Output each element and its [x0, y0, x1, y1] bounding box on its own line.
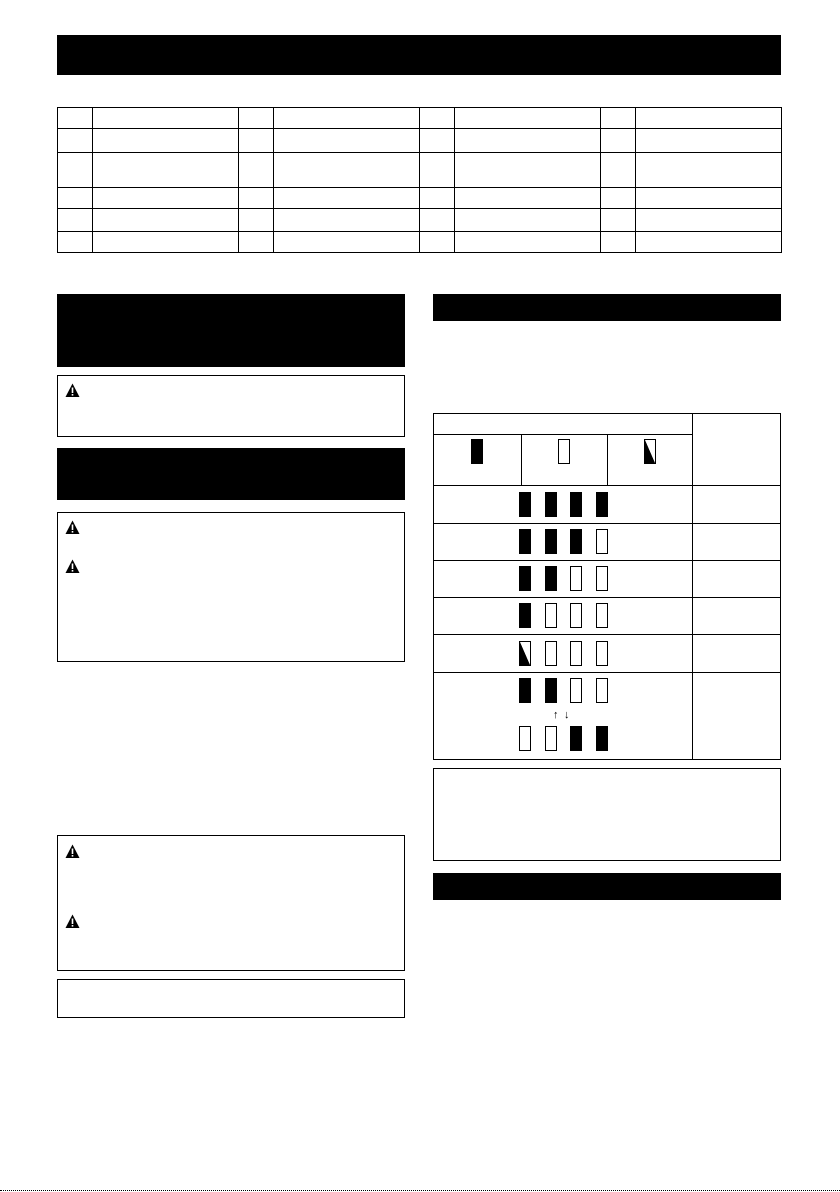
- table-cell: [93, 188, 239, 209]
- table-cell: [636, 232, 782, 253]
- indicator-lamp: [596, 603, 608, 628]
- indicator-lamp: [596, 678, 608, 703]
- table-cell: [420, 232, 455, 253]
- parts-table: [57, 107, 782, 253]
- table-cell: [274, 129, 420, 153]
- body-text: [57, 672, 405, 822]
- table-cell: [58, 153, 93, 188]
- indicator-lamp: [519, 492, 531, 517]
- table-cell: [58, 108, 93, 129]
- table-cell: [601, 209, 636, 232]
- header-bar: [57, 35, 781, 75]
- arrow-down-icon: ↓: [564, 709, 570, 721]
- table-cell: [93, 108, 239, 129]
- table-cell: [239, 232, 274, 253]
- table-row: [58, 153, 782, 188]
- table-row: [58, 129, 782, 153]
- legend-lamp-on: [471, 439, 483, 464]
- table-cell: [420, 209, 455, 232]
- table-cell: [601, 129, 636, 153]
- table-cell: [239, 153, 274, 188]
- table-cell: [420, 153, 455, 188]
- table-cell: [601, 188, 636, 209]
- indicator-lamp: [519, 641, 531, 666]
- indicator-lamp: [596, 566, 608, 591]
- table-cell: [420, 188, 455, 209]
- table-cell: [420, 108, 455, 129]
- table-cell: [455, 209, 601, 232]
- indicator-lamp: [545, 566, 557, 591]
- table-cell: [239, 209, 274, 232]
- table-cell: [274, 108, 420, 129]
- table-cell: [601, 108, 636, 129]
- indicator-lamp: [570, 492, 582, 517]
- intro-text: [433, 330, 781, 405]
- table-cell: [636, 209, 782, 232]
- table-cell: [274, 153, 420, 188]
- note-box-right: [433, 768, 781, 861]
- warning-box-3: [57, 835, 405, 971]
- indicator-lamp: [519, 566, 531, 591]
- warning-box-2: [57, 512, 405, 662]
- table-cell: [601, 153, 636, 188]
- table-cell: [93, 209, 239, 232]
- indicator-lamp: [545, 726, 557, 751]
- indicator-lamp: [570, 726, 582, 751]
- table-cell: [239, 108, 274, 129]
- arrow-up-icon: ↑: [553, 709, 559, 721]
- warning-triangle-icon: [65, 914, 80, 929]
- indicator-lamp: [545, 492, 557, 517]
- indicator-lamp: [596, 529, 608, 554]
- indicator-lamp: [570, 566, 582, 591]
- table-cell: [93, 232, 239, 253]
- indicator-lamp: [545, 603, 557, 628]
- table-cell: [636, 188, 782, 209]
- table-cell: [93, 153, 239, 188]
- warning-box-1: [57, 375, 405, 437]
- warning-triangle-icon: [65, 844, 80, 859]
- warning-triangle-icon: [65, 383, 80, 398]
- section-heading-1: [57, 294, 405, 367]
- section-heading-4: [433, 873, 781, 900]
- indicator-lamp: [545, 641, 557, 666]
- table-cell: [93, 129, 239, 153]
- table-cell: [274, 232, 420, 253]
- page-bottom-rule: [0, 1190, 840, 1191]
- table-cell: [455, 129, 601, 153]
- table-cell: [636, 108, 782, 129]
- table-cell: [420, 129, 455, 153]
- indicator-lamp: [519, 678, 531, 703]
- table-cell: [274, 188, 420, 209]
- indicator-lamp: [570, 678, 582, 703]
- indicator-table: [433, 413, 781, 760]
- table-row: [58, 209, 782, 232]
- table-cell: [58, 129, 93, 153]
- table-cell: [58, 188, 93, 209]
- table-cell: [58, 209, 93, 232]
- indicator-lamp: [519, 529, 531, 554]
- table-cell: [636, 153, 782, 188]
- table-cell: [274, 209, 420, 232]
- table-row: [58, 232, 782, 253]
- note-box-left: [57, 979, 405, 1018]
- table-cell: [455, 108, 601, 129]
- indicator-lamp: [519, 603, 531, 628]
- section-heading-3: [433, 294, 781, 321]
- table-cell: [239, 129, 274, 153]
- legend-lamp-blinking: [644, 439, 656, 464]
- indicator-lamp: [570, 603, 582, 628]
- indicator-lamp: [545, 529, 557, 554]
- table-cell: [455, 153, 601, 188]
- table-cell: [455, 188, 601, 209]
- table-row: [58, 108, 782, 129]
- table-row: [58, 188, 782, 209]
- indicator-lamp: [596, 641, 608, 666]
- table-cell: [239, 188, 274, 209]
- table-cell: [58, 232, 93, 253]
- indicator-lamp: [570, 529, 582, 554]
- section-heading-2: [57, 448, 405, 500]
- table-cell: [601, 232, 636, 253]
- warning-triangle-icon: [65, 559, 80, 574]
- indicator-lamp: [545, 678, 557, 703]
- indicator-lamp: [596, 726, 608, 751]
- warning-triangle-icon: [65, 520, 80, 535]
- legend-lamp-off: [558, 439, 570, 464]
- table-cell: [455, 232, 601, 253]
- indicator-lamp: [570, 641, 582, 666]
- table-cell: [636, 129, 782, 153]
- indicator-lamp: [519, 726, 531, 751]
- indicator-lamp: [596, 492, 608, 517]
